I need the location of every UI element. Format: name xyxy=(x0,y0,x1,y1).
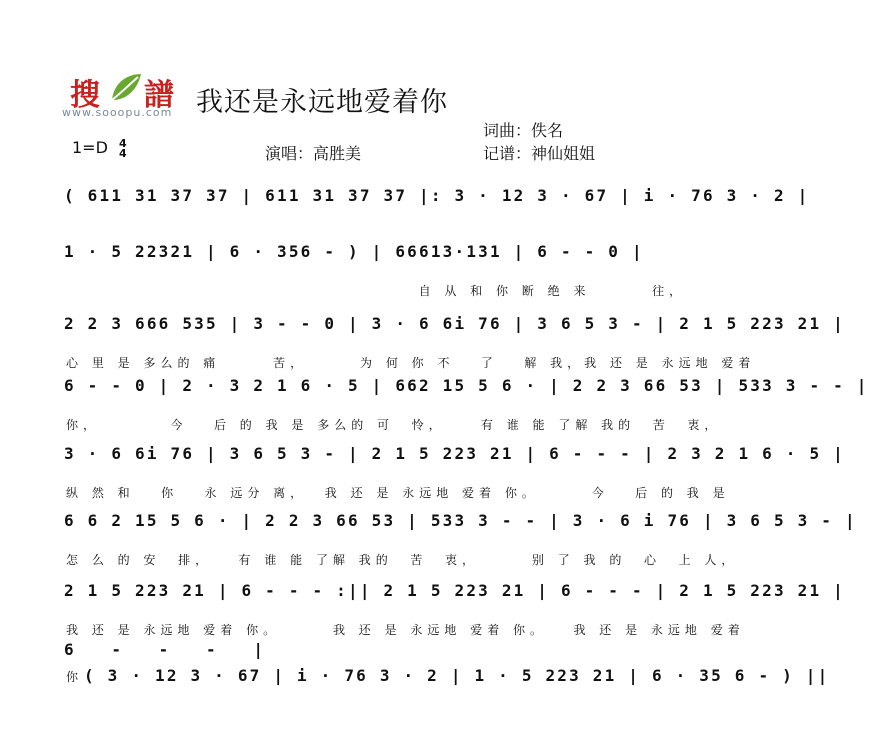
notation-line: 6 - - - | xyxy=(64,640,266,659)
time-signature xyxy=(119,136,127,160)
time-signature-bottom: 4 xyxy=(119,146,127,160)
singer: 演唱：高胜美 xyxy=(265,144,362,163)
lyric-line: 纵 然 和 你 永 远分 离， 我 还 是 永远地 爱着 你。 今 后 的 我 是 xyxy=(66,486,730,500)
lyricist-composer: 词曲：佚名 xyxy=(483,121,564,140)
notation-line: 2 1 5 223 21 | 6 - - - :|| 2 1 5 223 21 | 6 - - - | 2 1 5 223 21 | xyxy=(64,581,845,600)
time-signature-top: 4 xyxy=(119,136,127,150)
leaf-icon xyxy=(108,70,144,106)
notation-line: 1 · 5 22321 | 6 · 356 - ) | 66613·131 | 6 - - 0 | xyxy=(64,242,644,261)
site-logo xyxy=(62,66,192,124)
logo-url: www.sooopu.com xyxy=(62,106,173,119)
notation-line: 3 · 6 6i 76 | 3 6 5 3 - | 2 1 5 223 21 | 6 - - - | 2 3 2 1 6 · 5 | xyxy=(64,444,845,463)
lyric-line: 你 xyxy=(66,670,84,684)
key-signature xyxy=(72,138,127,159)
lyric-line: 自 从 和 你 断 绝 来 往， xyxy=(66,284,687,298)
notation-line: 6 - - 0 | 2 · 3 2 1 6 · 5 | 662 15 5 6 · | 2 2 3 66 53 | 533 3 - - | xyxy=(64,376,869,395)
lyric-line: 你， 今 后 的 我 是 多么的 可 怜， 有 谁 能 了解 我的 苦 衷， xyxy=(66,418,722,432)
key-label: 1=D xyxy=(72,138,108,157)
lyric-line: 我 还 是 永远地 爱着 你。 我 还 是 永远地 爱着 你。 我 还 是 永远地 爱着 xyxy=(66,623,745,637)
notation-line: ( 3 · 12 3 · 67 | i · 76 3 · 2 | 1 · 5 223 21 | 6 · 35 6 - ) || xyxy=(84,666,830,685)
logo-char-left: 搜 xyxy=(70,78,100,113)
notation-line: 6 6 2 15 5 6 · | 2 2 3 66 53 | 533 3 - - | 3 · 6 i 76 | 3 6 5 3 - | xyxy=(64,511,857,530)
notation-line: 2 2 3 666 535 | 3 - - 0 | 3 · 6 6i 76 | 3 6 5 3 - | 2 1 5 223 21 | xyxy=(64,314,845,333)
song-title: 我还是永远地爱着你 xyxy=(196,87,448,118)
transcriber: 记谱：神仙姐姐 xyxy=(483,144,596,163)
notation-line: ( 611 31 37 37 | 611 31 37 37 |: 3 · 12 3 · 67 | i · 76 3 · 2 | xyxy=(64,186,810,205)
lyric-line: 怎 么 的 安 排， 有 谁 能 了解 我的 苦 衷， 别 了 我 的 心 上 人， xyxy=(66,553,739,567)
lyric-line: 心 里 是 多么的 痛 苦， 为 何 你 不 了 解 我，我 还 是 永远地 爱着 xyxy=(66,356,756,370)
logo-char-right: 譜 xyxy=(144,78,174,113)
